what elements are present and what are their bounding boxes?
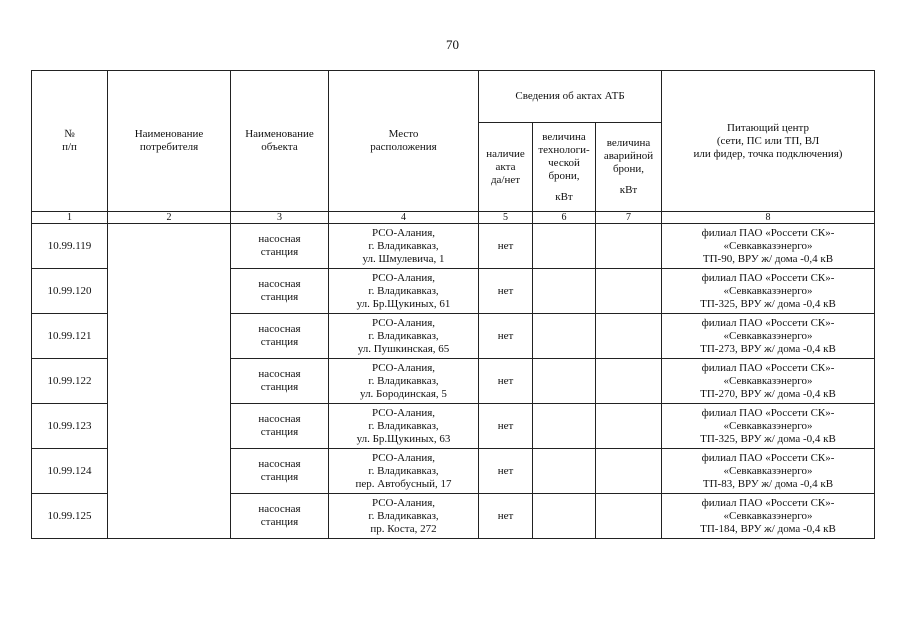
row-act: нет <box>479 314 533 359</box>
row-tech <box>533 359 596 404</box>
column-number: 1 <box>32 212 108 224</box>
row-power: филиал ПАО «Россети СК»- «Севкавказэнерго» ТП-270, ВРУ ж/ дома -0,4 кВ <box>662 359 875 404</box>
column-number: 5 <box>479 212 533 224</box>
header-consumer: Наименование потребителя <box>108 71 231 212</box>
row-num: 10.99.125 <box>32 494 108 539</box>
header-tech-reserve-cell <box>533 123 596 212</box>
row-power: филиал ПАО «Россети СК»- «Севкавказэнерго» ТП-273, ВРУ ж/ дома -0,4 кВ <box>662 314 875 359</box>
row-location: РСО-Алания, г. Владикавказ, ул. Бр.Щукиных, 61 <box>329 269 479 314</box>
header-tech-reserve: величина технологи- ческой брони, <box>538 130 590 182</box>
header-emergency-reserve-unit: кВт <box>619 184 638 196</box>
row-act: нет <box>479 359 533 404</box>
row-emergency <box>596 449 662 494</box>
row-object: насосная станция <box>231 359 329 404</box>
row-location: РСО-Алания, г. Владикавказ, ул. Шмулевича, 1 <box>329 224 479 269</box>
row-tech <box>533 269 596 314</box>
row-num: 10.99.122 <box>32 359 108 404</box>
row-act: нет <box>479 269 533 314</box>
row-num: 10.99.123 <box>32 404 108 449</box>
row-power: филиал ПАО «Россети СК»- «Севкавказэнерго» ТП-83, ВРУ ж/ дома -0,4 кВ <box>662 449 875 494</box>
row-location: РСО-Алания, г. Владикавказ, ул. Бр.Щукиных, 63 <box>329 404 479 449</box>
header-tech-reserve-unit: кВт <box>555 190 573 203</box>
row-object: насосная станция <box>231 269 329 314</box>
row-tech <box>533 224 596 269</box>
row-num: 10.99.119 <box>32 224 108 269</box>
row-object: насосная станция <box>231 224 329 269</box>
row-act: нет <box>479 404 533 449</box>
column-number: 6 <box>533 212 596 224</box>
row-num: 10.99.121 <box>32 314 108 359</box>
row-tech <box>533 404 596 449</box>
row-act: нет <box>479 449 533 494</box>
row-num: 10.99.124 <box>32 449 108 494</box>
row-power: филиал ПАО «Россети СК»- «Севкавказэнерго» ТП-325, ВРУ ж/ дома -0,4 кВ <box>662 404 875 449</box>
row-power: филиал ПАО «Россети СК»- «Севкавказэнерго» ТП-325, ВРУ ж/ дома -0,4 кВ <box>662 269 875 314</box>
row-act: нет <box>479 494 533 539</box>
row-object: насосная станция <box>231 449 329 494</box>
header-atb-group: Сведения об актах АТБ <box>479 71 662 123</box>
row-emergency <box>596 224 662 269</box>
row-power: филиал ПАО «Россети СК»- «Севкавказэнерго» ТП-90, ВРУ ж/ дома -0,4 кВ <box>662 224 875 269</box>
header-act-presence: наличие акта да/нет <box>479 123 533 212</box>
registry-table <box>31 70 875 539</box>
row-object: насосная станция <box>231 314 329 359</box>
row-tech <box>533 494 596 539</box>
row-location: РСО-Алания, г. Владикавказ, ул. Бородинская, 5 <box>329 359 479 404</box>
column-number: 7 <box>596 212 662 224</box>
column-number: 8 <box>662 212 875 224</box>
table-row <box>32 224 875 269</box>
row-power: филиал ПАО «Россети СК»- «Севкавказэнерго» ТП-184, ВРУ ж/ дома -0,4 кВ <box>662 494 875 539</box>
table-body <box>32 71 875 539</box>
header-emergency-reserve-cell <box>596 123 662 212</box>
row-num: 10.99.120 <box>32 269 108 314</box>
column-number: 4 <box>329 212 479 224</box>
row-act: нет <box>479 224 533 269</box>
header-power-center: Питающий центр (сети, ПС или ТП, ВЛ или фидер, точка подключения) <box>662 71 875 212</box>
row-location: РСО-Алания, г. Владикавказ, ул. Пушкинская, 65 <box>329 314 479 359</box>
header-object: Наименование объекта <box>231 71 329 212</box>
row-object: насосная станция <box>231 404 329 449</box>
row-object: насосная станция <box>231 494 329 539</box>
row-tech <box>533 314 596 359</box>
row-location: РСО-Алания, г. Владикавказ, пр. Коста, 272 <box>329 494 479 539</box>
header-num: № п/п <box>32 71 108 212</box>
row-tech <box>533 449 596 494</box>
row-emergency <box>596 359 662 404</box>
header-row <box>32 71 875 123</box>
column-number: 2 <box>108 212 231 224</box>
column-number: 3 <box>231 212 329 224</box>
header-emergency-reserve: величина аварийной брони, <box>603 137 654 175</box>
header-location: Место расположения <box>329 71 479 212</box>
row-emergency <box>596 494 662 539</box>
column-number-row <box>32 212 875 224</box>
row-emergency <box>596 314 662 359</box>
row-location: РСО-Алания, г. Владикавказ, пер. Автобусный, 17 <box>329 449 479 494</box>
page-number: 70 <box>446 37 459 52</box>
row-emergency <box>596 269 662 314</box>
row-emergency <box>596 404 662 449</box>
consumer-cell <box>108 224 231 539</box>
